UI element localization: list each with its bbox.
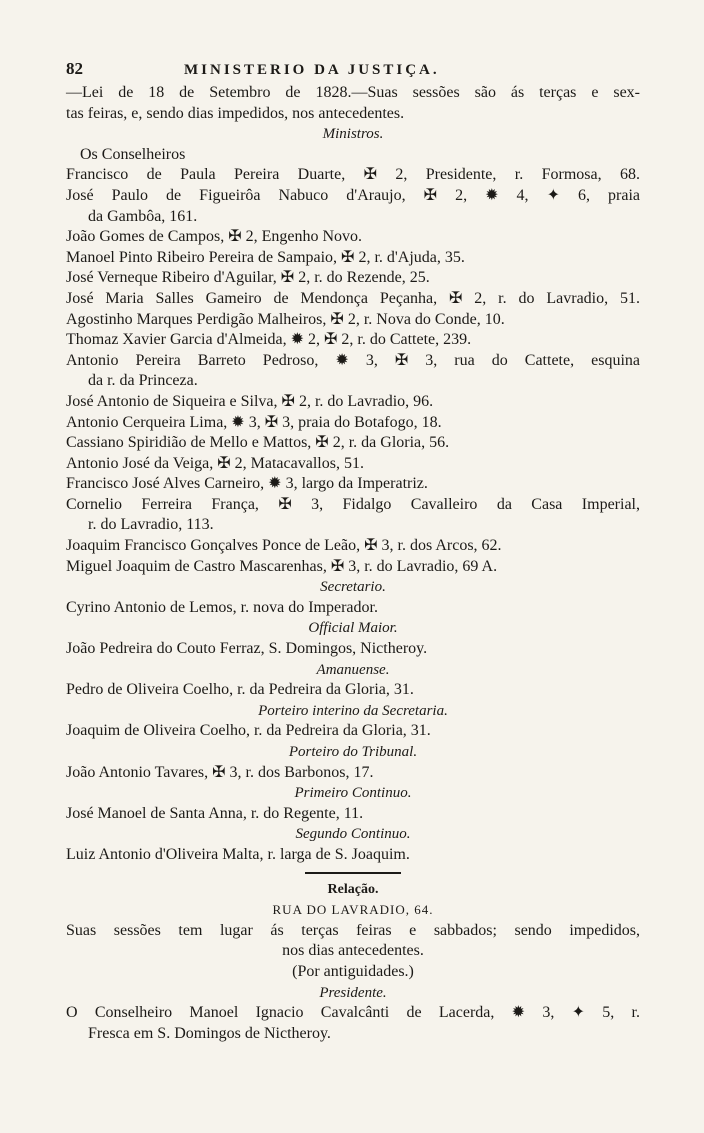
list-item: Francisco José Alves Carneiro, ✹ 3, largo da Imperatriz. (66, 475, 428, 493)
page-number: 82 (66, 59, 83, 78)
section-heading-relacao: Relação. (327, 881, 379, 897)
section-heading-ministros: Ministros. (322, 126, 384, 143)
staff-heading: Segundo Continuo. (295, 826, 411, 843)
staff-list (66, 577, 640, 865)
staff-line: Pedro de Oliveira Coelho, r. da Pedreira da Gloria, 31. (66, 681, 414, 699)
list-item: Antonio Cerqueira Lima, ✹ 3, ✠ 3, praia do Botafogo, 18. (66, 413, 442, 431)
intro-line: —Lei de 18 de Setembro de 1828.—Suas sessões são ás terças e sex- (66, 84, 640, 101)
list-item: Francisco de Paula Pereira Duarte, ✠ 2, Presidente, r. Formosa, 68. (66, 166, 640, 184)
list-item: Agostinho Marques Perdigão Malheiros, ✠ 2, r. Nova do Conde, 10. (66, 310, 505, 328)
list-item: José Paulo de Figueirôa Nabuco d'Araujo, ✠ 2, ✹ 4, ✦ 6, praia (66, 186, 640, 204)
subheading-conselheiros: Os Conselheiros (80, 145, 186, 163)
staff-line: Luiz Antonio d'Oliveira Malta, r. larga de S. Joaquim. (66, 845, 410, 863)
page-header (66, 58, 640, 81)
relacao-order: (Por antiguidades.) (292, 962, 414, 980)
staff-heading: Secretario. (320, 579, 386, 596)
list-item: Manoel Pinto Ribeiro Pereira de Sampaio, ✠ 2, r. d'Ajuda, 35. (66, 248, 465, 266)
list-item: Antonio José da Veiga, ✠ 2, Matacavallos, 51. (66, 454, 364, 472)
intro-line: tas feiras, e, sendo dias impedidos, nos antecedentes. (66, 104, 405, 122)
section-divider (305, 872, 401, 874)
list-item: Cassiano Spiridião de Mello e Mattos, ✠ 2, r. da Gloria, 56. (66, 434, 450, 452)
list-item: José Verneque Ribeiro d'Aguilar, ✠ 2, r. do Rezende, 25. (66, 269, 430, 287)
list-item: da r. da Princeza. (88, 372, 198, 390)
list-item: Cornelio Ferreira França, ✠ 3, Fidalgo Cavalleiro da Casa Imperial, (66, 495, 640, 513)
staff-line: João Antonio Tavares, ✠ 3, r. dos Barbonos, 17. (66, 763, 374, 781)
staff-line: Cyrino Antonio de Lemos, r. nova do Imperador. (66, 598, 378, 616)
relacao-section (66, 880, 640, 1045)
ministros-list (66, 165, 640, 577)
staff-heading: Porteiro interino da Secretaria. (258, 702, 448, 719)
staff-line: João Pedreira do Couto Ferraz, S. Domingos, Nictheroy. (66, 640, 428, 658)
staff-heading: Porteiro do Tribunal. (288, 744, 418, 760)
staff-heading: Official Maior. (308, 620, 398, 637)
relacao-sessions-line: nos dias antecedentes. (282, 942, 424, 960)
list-item: Antonio Pereira Barreto Pedroso, ✹ 3, ✠ 3, rua do Cattete, esquina (66, 351, 640, 369)
staff-heading: Amanuense. (316, 661, 390, 678)
list-item: João Gomes de Campos, ✠ 2, Engenho Novo. (66, 228, 363, 246)
relacao-address: RUA DO LAVRADIO, 64. (272, 902, 434, 918)
presidente-heading: Presidente. (319, 984, 387, 1001)
staff-line: Joaquim de Oliveira Coelho, r. da Pedreira da Gloria, 31. (66, 722, 431, 740)
staff-line: José Manoel de Santa Anna, r. do Regente, 11. (66, 804, 364, 822)
staff-heading: Primeiro Continuo. (294, 785, 412, 802)
list-item: r. do Lavradio, 113. (88, 516, 214, 534)
page-title: MINISTERIO DA JUSTIÇA. (184, 62, 440, 78)
list-item: da Gambôa, 161. (88, 207, 198, 225)
list-item: José Maria Salles Gameiro de Mendonça Peçanha, ✠ 2, r. do Lavradio, 51. (66, 289, 640, 307)
presidente-line: O Conselheiro Manoel Ignacio Cavalcânti de Lacerda, ✹ 3, ✦ 5, r. (66, 1004, 640, 1022)
presidente-line: Fresca em S. Domingos de Nictheroy. (88, 1024, 331, 1042)
list-item: Miguel Joaquim de Castro Mascarenhas, ✠ 3, r. do Lavradio, 69 A. (66, 557, 498, 575)
list-item: Thomaz Xavier Garcia d'Almeida, ✹ 2, ✠ 2, r. do Cattete, 239. (66, 331, 472, 349)
list-item: José Antonio de Siqueira e Silva, ✠ 2, r. do Lavradio, 96. (66, 392, 434, 410)
list-item: Joaquim Francisco Gonçalves Ponce de Leão, ✠ 3, r. dos Arcos, 62. (66, 537, 502, 555)
relacao-sessions-line: Suas sessões tem lugar ás terças feiras e sabbados; sendo impedidos, (66, 921, 640, 939)
